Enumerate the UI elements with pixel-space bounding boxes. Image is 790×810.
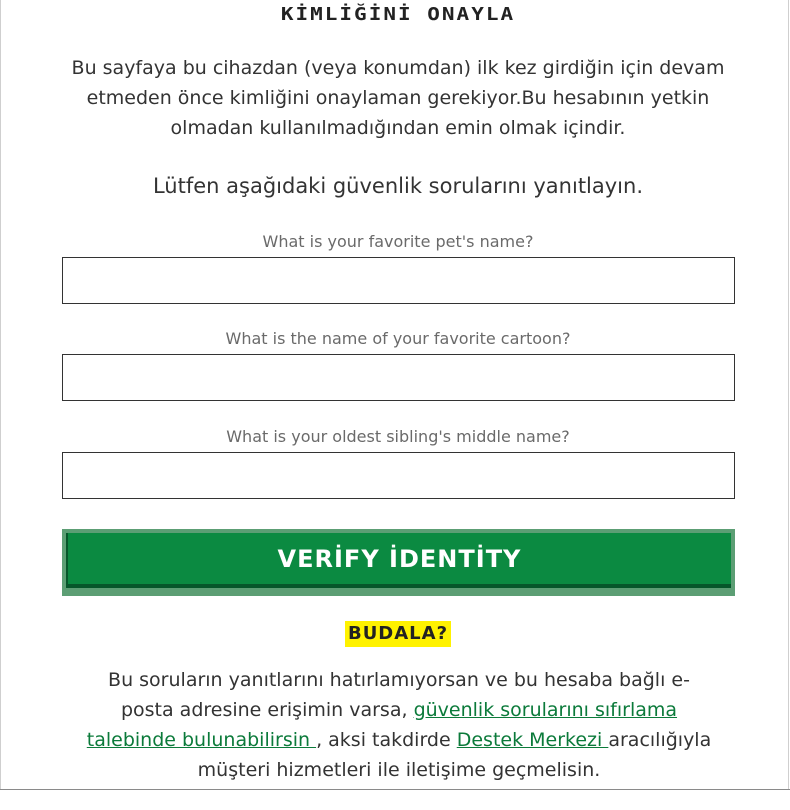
verify-button-frame — [62, 529, 735, 596]
frame-right-border — [788, 0, 789, 790]
help-text-before: Bu soruların yanıtlarını hatırlamıyorsan ve bu hesaba bağlı e-posta adresine erişimin varsa, — [108, 669, 690, 721]
support-center-link[interactable]: Destek Merkezi — [456, 729, 609, 751]
security-questions-prompt: Lütfen aşağıdaki güvenlik sorularını yanıtlayın. — [152, 174, 644, 198]
intro-text: Bu sayfaya bu cihazdan (veya konumdan) ilk kez girdiğin için devam etmeden önce kimliğini onaylaman gerekiyor.Bu hesabının yetkin olmadan kullanılmadığından emin olmak içindir. — [71, 57, 725, 139]
help-text — [82, 665, 716, 785]
forgot-answers-badge: BUDALA? — [345, 621, 451, 647]
page-title: KİMLİĞİNİ ONAYLA — [280, 3, 516, 25]
question-2-input[interactable] — [62, 354, 735, 401]
frame-bottom-border — [0, 789, 790, 790]
question-2-label: What is the name of your favorite cartoon? — [225, 329, 571, 348]
question-1-label: What is your favorite pet's name? — [262, 232, 534, 251]
forgot-answers-heading — [0, 621, 790, 647]
help-text-middle: , aksi takdirde — [316, 729, 457, 751]
frame-left-border — [0, 0, 1, 790]
help-text-after: aracılığıyla müşteri hizmetleri ile iletişime geçmelisin. — [197, 729, 712, 781]
question-1-input[interactable] — [62, 257, 735, 304]
question-3-label: What is your oldest sibling's middle name? — [226, 427, 570, 446]
verify-identity-button[interactable]: VERİFY İDENTİTY — [66, 533, 731, 588]
reset-security-questions-link[interactable]: güvenlik sorularını sıfırlama talebinde bulunabilirsin — [86, 699, 678, 751]
question-3-input[interactable] — [62, 452, 735, 499]
